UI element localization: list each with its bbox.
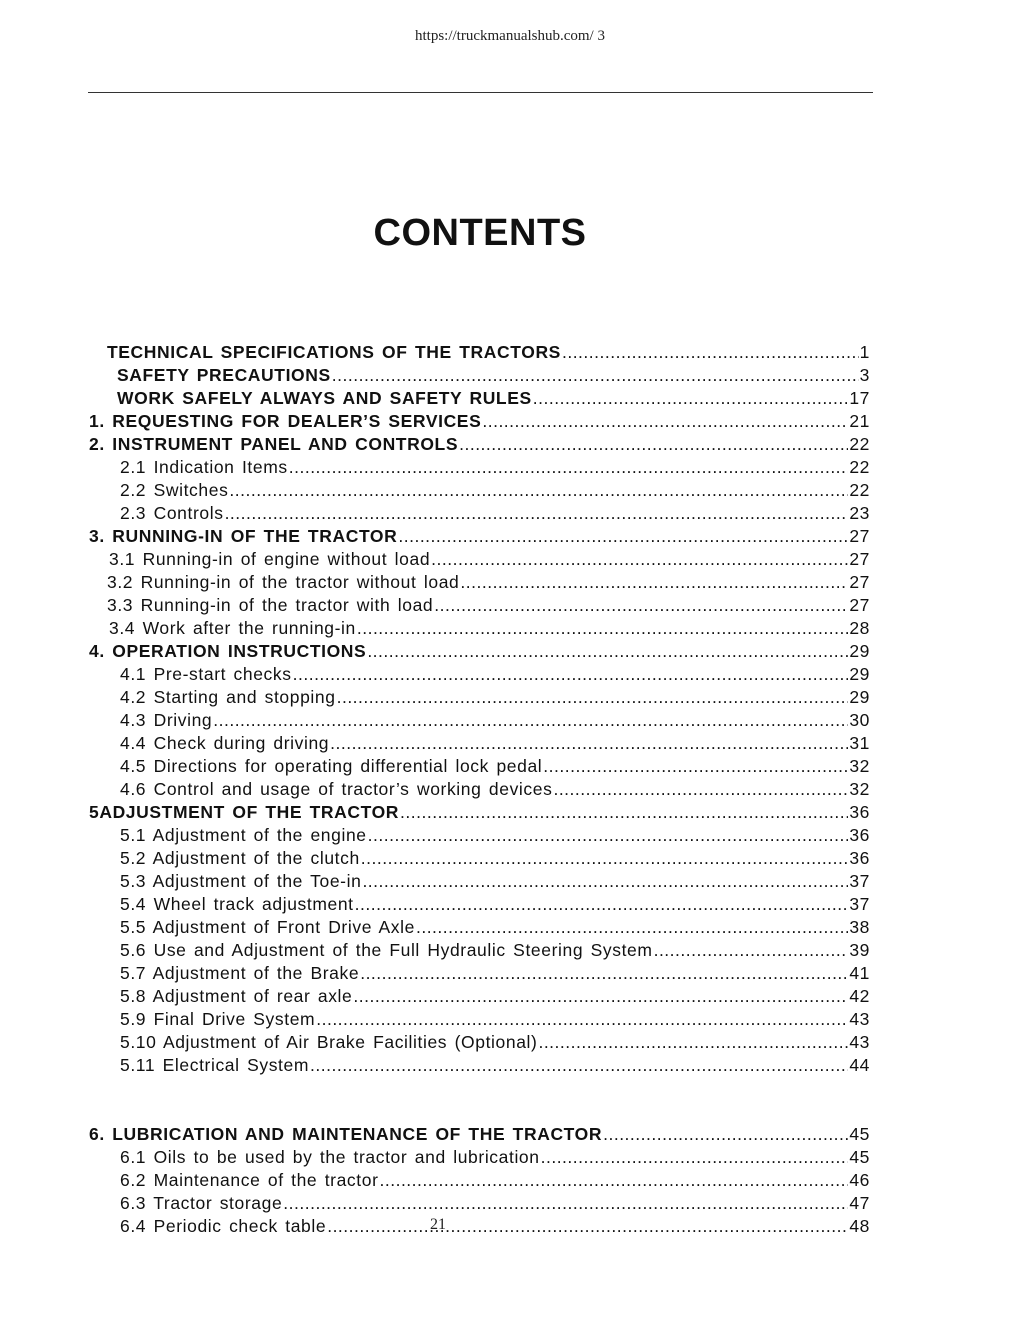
toc-entry-page-number: 27	[849, 526, 870, 546]
toc-entry-title: 6.3 Tractor storage	[120, 1193, 283, 1213]
toc-entry	[120, 1031, 870, 1053]
toc-entry	[120, 663, 870, 685]
toc-entry-title: 5.9 Final Drive System	[120, 1009, 316, 1029]
toc-entry	[120, 502, 870, 524]
toc-dot-leader	[283, 1192, 848, 1214]
toc-entry-page-number: 1	[859, 342, 870, 362]
toc-entry	[89, 433, 870, 455]
toc-entry-page-number: 30	[849, 710, 870, 730]
toc-entry-page-number: 29	[849, 641, 870, 661]
toc-entry	[120, 709, 870, 731]
toc-entry	[109, 548, 870, 570]
toc-entry-title: 5.7 Adjustment of the Brake	[120, 963, 360, 983]
toc-entry	[120, 893, 870, 915]
toc-entry-page-number: 28	[849, 618, 870, 638]
toc-dot-leader	[541, 1146, 849, 1168]
toc-entry	[120, 985, 870, 1007]
toc-entry-page-number: 22	[849, 457, 870, 477]
toc-entry	[89, 801, 870, 823]
toc-entry-page-number: 47	[849, 1193, 870, 1213]
toc-entry-page-number: 37	[849, 871, 870, 891]
toc-entry-page-number: 44	[849, 1055, 870, 1075]
toc-entry-page-number: 29	[849, 687, 870, 707]
toc-entry-title: 5.8 Adjustment of rear axle	[120, 986, 353, 1006]
toc-entry	[120, 456, 870, 478]
toc-entry	[120, 686, 870, 708]
toc-dot-leader	[543, 755, 848, 777]
toc-entry	[120, 824, 870, 846]
toc-dot-leader	[368, 824, 849, 846]
toc-entry	[120, 870, 870, 892]
toc-entry-title: 4.4 Check during driving	[120, 733, 330, 753]
toc-entry-page-number: 31	[849, 733, 870, 753]
toc-entry-title: 4. OPERATION INSTRUCTIONS	[89, 641, 367, 661]
toc-entry	[120, 1008, 870, 1030]
toc-entry-page-number: 22	[849, 480, 870, 500]
toc-dot-leader	[229, 479, 848, 501]
toc-dot-leader	[533, 387, 849, 409]
toc-dot-leader	[603, 1123, 848, 1145]
toc-entry-title: 3.1 Running-in of engine without load	[109, 549, 431, 569]
toc-entry-title: 4.2 Starting and stopping	[120, 687, 336, 707]
toc-entry	[107, 594, 870, 616]
toc-entry-page-number: 48	[849, 1216, 870, 1236]
toc-entry-title: 4.5 Directions for operating differential lock pedal	[120, 756, 543, 776]
toc-entry-page-number: 39	[849, 940, 870, 960]
toc-entry-page-number: 36	[849, 848, 870, 868]
toc-dot-leader	[482, 410, 848, 432]
toc-entry	[109, 617, 870, 639]
toc-entry-title: SAFETY PRECAUTIONS	[117, 365, 331, 385]
toc-entry-title: 2.2 Switches	[120, 480, 229, 500]
toc-dot-leader	[361, 847, 849, 869]
toc-dot-leader	[431, 548, 848, 570]
toc-entry-page-number: 21	[849, 411, 870, 431]
toc-entry-title: 4.6 Control and usage of tractor’s working devices	[120, 779, 553, 799]
toc-entry-page-number: 41	[849, 963, 870, 983]
toc-entry-title: 5.2 Adjustment of the clutch	[120, 848, 360, 868]
toc-entry-title: 5.6 Use and Adjustment of the Full Hydraulic Steering System	[120, 940, 653, 960]
toc-entry-page-number: 22	[849, 434, 870, 454]
toc-entry-page-number: 36	[849, 825, 870, 845]
header-url: https://truckmanualshub.com/ 3	[415, 28, 605, 44]
toc-entry-title: 6.1 Oils to be used by the tractor and lubrication	[120, 1147, 540, 1167]
toc-entry	[120, 847, 870, 869]
toc-entry-page-number: 37	[849, 894, 870, 914]
toc-entry-page-number: 42	[849, 986, 870, 1006]
toc-entry-page-number: 43	[849, 1009, 870, 1029]
toc-entry-title: TECHNICAL SPECIFICATIONS OF THE TRACTORS	[107, 342, 561, 362]
toc-entry-title: 4.1 Pre-start checks	[120, 664, 292, 684]
toc-dot-leader	[330, 732, 848, 754]
toc-dot-leader	[416, 916, 848, 938]
footer-page-number: 21	[430, 1216, 446, 1233]
toc-entry-title: 5.1 Adjustment of the engine	[120, 825, 367, 845]
toc-entry-title: 4.3 Driving	[120, 710, 213, 730]
toc-entry-page-number: 45	[849, 1147, 870, 1167]
toc-dot-leader	[353, 985, 848, 1007]
toc-entry	[120, 479, 870, 501]
toc-dot-leader	[562, 341, 859, 363]
toc-entry-title: 5.11 Electrical System	[120, 1055, 310, 1075]
toc-entry	[89, 1123, 870, 1145]
toc-entry-title: 5.3 Adjustment of the Toe-in	[120, 871, 362, 891]
toc-entry-title: 3. RUNNING-IN OF THE TRACTOR	[89, 526, 398, 546]
toc-entry-page-number: 17	[849, 388, 870, 408]
toc-entry-title: 1. REQUESTING FOR DEALER’S SERVICES	[89, 411, 482, 431]
toc-entry	[120, 916, 870, 938]
toc-entry-title: 6.2 Maintenance of the tractor	[120, 1170, 379, 1190]
toc-entry-page-number: 46	[849, 1170, 870, 1190]
toc-entry	[120, 939, 870, 961]
toc-entry-title: 6.4 Periodic check table	[120, 1216, 327, 1236]
toc-entry	[89, 410, 870, 432]
toc-entry-page-number: 23	[849, 503, 870, 523]
toc-entry-page-number: 27	[849, 595, 870, 615]
toc-entry-title: 6. LUBRICATION AND MAINTENANCE OF THE TRACTOR	[89, 1124, 603, 1144]
toc-dot-leader	[460, 571, 848, 593]
toc-dot-leader	[357, 617, 848, 639]
toc-dot-leader	[337, 686, 849, 708]
toc-entry	[107, 571, 870, 593]
toc-entry	[120, 1054, 870, 1076]
toc-dot-leader	[367, 640, 848, 662]
toc-entry	[107, 341, 870, 363]
toc-entry-title: 2.1 Indication Items	[120, 457, 288, 477]
toc-dot-leader	[332, 364, 859, 386]
toc-dot-leader	[225, 502, 849, 524]
toc-entry-title: 2.3 Controls	[120, 503, 224, 523]
toc-dot-leader	[213, 709, 848, 731]
toc-dot-leader	[398, 525, 848, 547]
toc-entry	[120, 778, 870, 800]
toc-dot-leader	[400, 801, 848, 823]
toc-entry	[117, 387, 870, 409]
toc-entry-page-number: 27	[849, 572, 870, 592]
toc-entry-title: 3.4 Work after the running-in	[109, 618, 356, 638]
toc-entry-page-number: 32	[849, 756, 870, 776]
toc-dot-leader	[362, 870, 848, 892]
toc-entry	[89, 640, 870, 662]
toc-dot-leader	[380, 1169, 849, 1191]
toc-entry-title: 5.10 Adjustment of Air Brake Facilities (Optional)	[120, 1032, 538, 1052]
page-title: CONTENTS	[373, 212, 587, 254]
toc-entry-page-number: 27	[849, 549, 870, 569]
toc-dot-leader	[310, 1054, 848, 1076]
toc-entry	[89, 525, 870, 547]
toc-entry	[120, 755, 870, 777]
toc-dot-leader	[360, 962, 848, 984]
toc-dot-leader	[459, 433, 848, 455]
toc-entry-title: 3.3 Running-in of the tractor with load	[107, 595, 434, 615]
toc-dot-leader	[316, 1008, 848, 1030]
toc-dot-leader	[654, 939, 849, 961]
toc-entry	[120, 962, 870, 984]
toc-entry-title: 3.2 Running-in of the tractor without load	[107, 572, 460, 592]
toc-dot-leader	[355, 893, 849, 915]
toc-dot-leader	[538, 1031, 848, 1053]
toc-entry	[120, 1146, 870, 1168]
toc-entry-page-number: 32	[849, 779, 870, 799]
toc-entry	[120, 1169, 870, 1191]
toc-entry	[120, 732, 870, 754]
toc-entry-title: 5ADJUSTMENT OF THE TRACTOR	[89, 802, 400, 822]
toc-dot-leader	[289, 456, 849, 478]
toc-entry-title: 2. INSTRUMENT PANEL AND CONTROLS	[89, 434, 459, 454]
toc-dot-leader	[553, 778, 848, 800]
toc-entry-page-number: 3	[859, 365, 870, 385]
toc-dot-leader	[434, 594, 848, 616]
toc-entry-page-number: 45	[849, 1124, 870, 1144]
toc-entry-title: 5.4 Wheel track adjustment	[120, 894, 354, 914]
toc-entry-title: 5.5 Adjustment of Front Drive Axle	[120, 917, 415, 937]
toc-entry	[117, 364, 870, 386]
toc-entry-page-number: 36	[849, 802, 870, 822]
toc-entry-page-number: 38	[849, 917, 870, 937]
toc-entry	[120, 1192, 870, 1214]
toc-entry-page-number: 43	[849, 1032, 870, 1052]
toc-dot-leader	[293, 663, 849, 685]
toc-entry-title: WORK SAFELY ALWAYS AND SAFETY RULES	[117, 388, 532, 408]
toc-entry-page-number: 29	[849, 664, 870, 684]
